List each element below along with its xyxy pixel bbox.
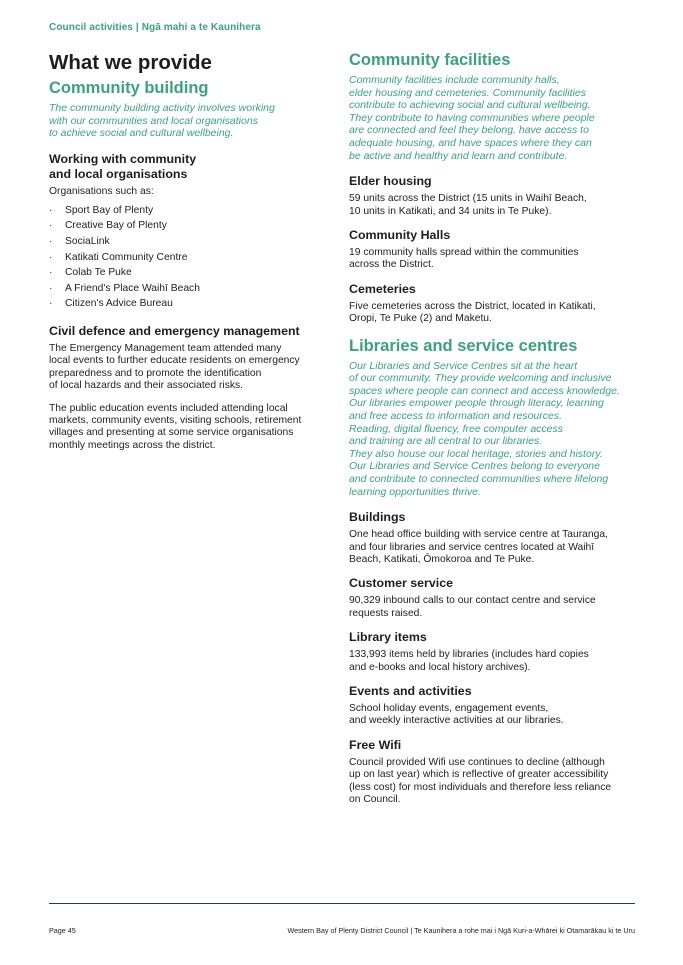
free-wifi-text: Council provided Wifi use continues to decline (although up on last year) which is reflective of greater accessibility (less cost) for most individuals and therefore less reliance on Council. <box>349 756 612 805</box>
community-halls-text: 19 community halls spread within the communities across the District. <box>349 246 579 271</box>
list-item: · A Friend's Place Waihī Beach <box>49 281 321 297</box>
list-item: · Katikati Community Centre <box>49 250 321 266</box>
free-wifi-heading: Free Wifi <box>349 737 402 752</box>
page-number: Page 45 <box>49 926 76 935</box>
cemeteries-text: Five cemeteries across the District, located in Katikati, Oropi, Te Puke (2) and Maketu. <box>349 300 596 325</box>
community-facilities-intro: Community facilities include community halls, elder housing and cemeteries. Community facilities contribute to achieving social and cultural wellbeing. They contribute to having communities where people are connected and feel they belong, have access to adequate housing, and have spaces where they can be active and healthy and learn and contribute. <box>349 74 595 162</box>
civil-defence-paragraph-2: The public education events included attending local markets, community events, visiting schools, retirement villages and presenting at some service organisations monthly meetings across the district. <box>49 402 302 451</box>
library-items-text: 133,993 items held by libraries (includes hard copies and e-books and local history archives). <box>349 649 589 673</box>
bullet-icon: · <box>49 282 53 294</box>
list-item: · Colab Te Puke <box>49 265 321 281</box>
libraries-heading: Libraries and service centres <box>349 336 578 355</box>
list-item: · Citizen's Advice Bureau <box>49 296 321 312</box>
customer-service-text: 90,329 inbound calls to our contact centre and service requests raised. <box>349 595 596 619</box>
list-item: · Sport Bay of Plenty <box>49 203 321 219</box>
list-item: · SociaLink <box>49 234 321 250</box>
libraries-intro: Our Libraries and Service Centres sit at the heart of our community. They provide welcoming and inclusive spaces where people can connect and access knowledge. Our libraries empower people through literacy, learning and free access to information and resources. Reading, digital fluency, free computer access and training are all central to our libraries. They also house our local heritage, stories and history. Our Libraries and Service Centres belong to everyone and contribute to connected communities where lifelong learning opportunities thrive. <box>349 359 620 498</box>
customer-service-heading: Customer service <box>349 576 453 591</box>
buildings-heading: Buildings <box>349 510 406 525</box>
library-items-heading: Library items <box>349 630 427 645</box>
bullet-icon: · <box>49 235 53 247</box>
bullet-icon: · <box>49 267 53 279</box>
community-halls-heading: Community Halls <box>349 227 451 242</box>
working-with-community-heading: Working with community and local organisations <box>49 151 197 181</box>
community-building-heading: Community building <box>49 79 209 97</box>
cemeteries-heading: Cemeteries <box>349 281 416 296</box>
right-column <box>349 50 639 816</box>
bullet-icon: · <box>49 298 53 310</box>
elder-housing-text: 59 units across the District (15 units in Waihī Beach, 10 units in Katikati, and 34 units in Te Puke). <box>349 193 587 217</box>
civil-defence-heading: Civil defence and emergency management <box>49 323 300 338</box>
events-heading: Events and activities <box>349 683 472 698</box>
events-text: School holiday events, engagement events, and weekly interactive activities at our libraries. <box>349 702 564 727</box>
bullet-icon: · <box>49 204 53 216</box>
community-facilities-heading: Community facilities <box>349 51 511 69</box>
page-title: What we provide <box>49 51 212 74</box>
list-item: · Creative Bay of Plenty <box>49 218 321 234</box>
community-building-intro: The community building activity involves working with our communities and local organisations to achieve social and cultural wellbeing. <box>49 102 275 140</box>
section-header: Council activities | Ngā mahi a te Kaunihera <box>49 22 261 33</box>
organisations-list <box>49 203 321 312</box>
buildings-text: One head office building with service centre at Tauranga, and four libraries and service centres located at Waihī Beach, Katikati, Ōmokoroa and Te Puke. <box>349 529 608 565</box>
bullet-icon: · <box>49 251 53 263</box>
bullet-icon: · <box>49 220 53 232</box>
organisations-lead: Organisations such as: <box>49 185 154 197</box>
left-column <box>49 50 321 462</box>
elder-housing-heading: Elder housing <box>349 174 432 189</box>
footer-divider <box>49 903 635 904</box>
footer-publisher: Western Bay of Plenty District Council | Te Kaunihera a rohe mai i Ngā Kuri-a-Whārei ki Otamarākau ki te Uru <box>287 926 635 935</box>
civil-defence-paragraph-1: The Emergency Management team attended many local events to further educate residents on emergency preparedness and to promote the identification of local hazards and their associated risks. <box>49 342 300 392</box>
